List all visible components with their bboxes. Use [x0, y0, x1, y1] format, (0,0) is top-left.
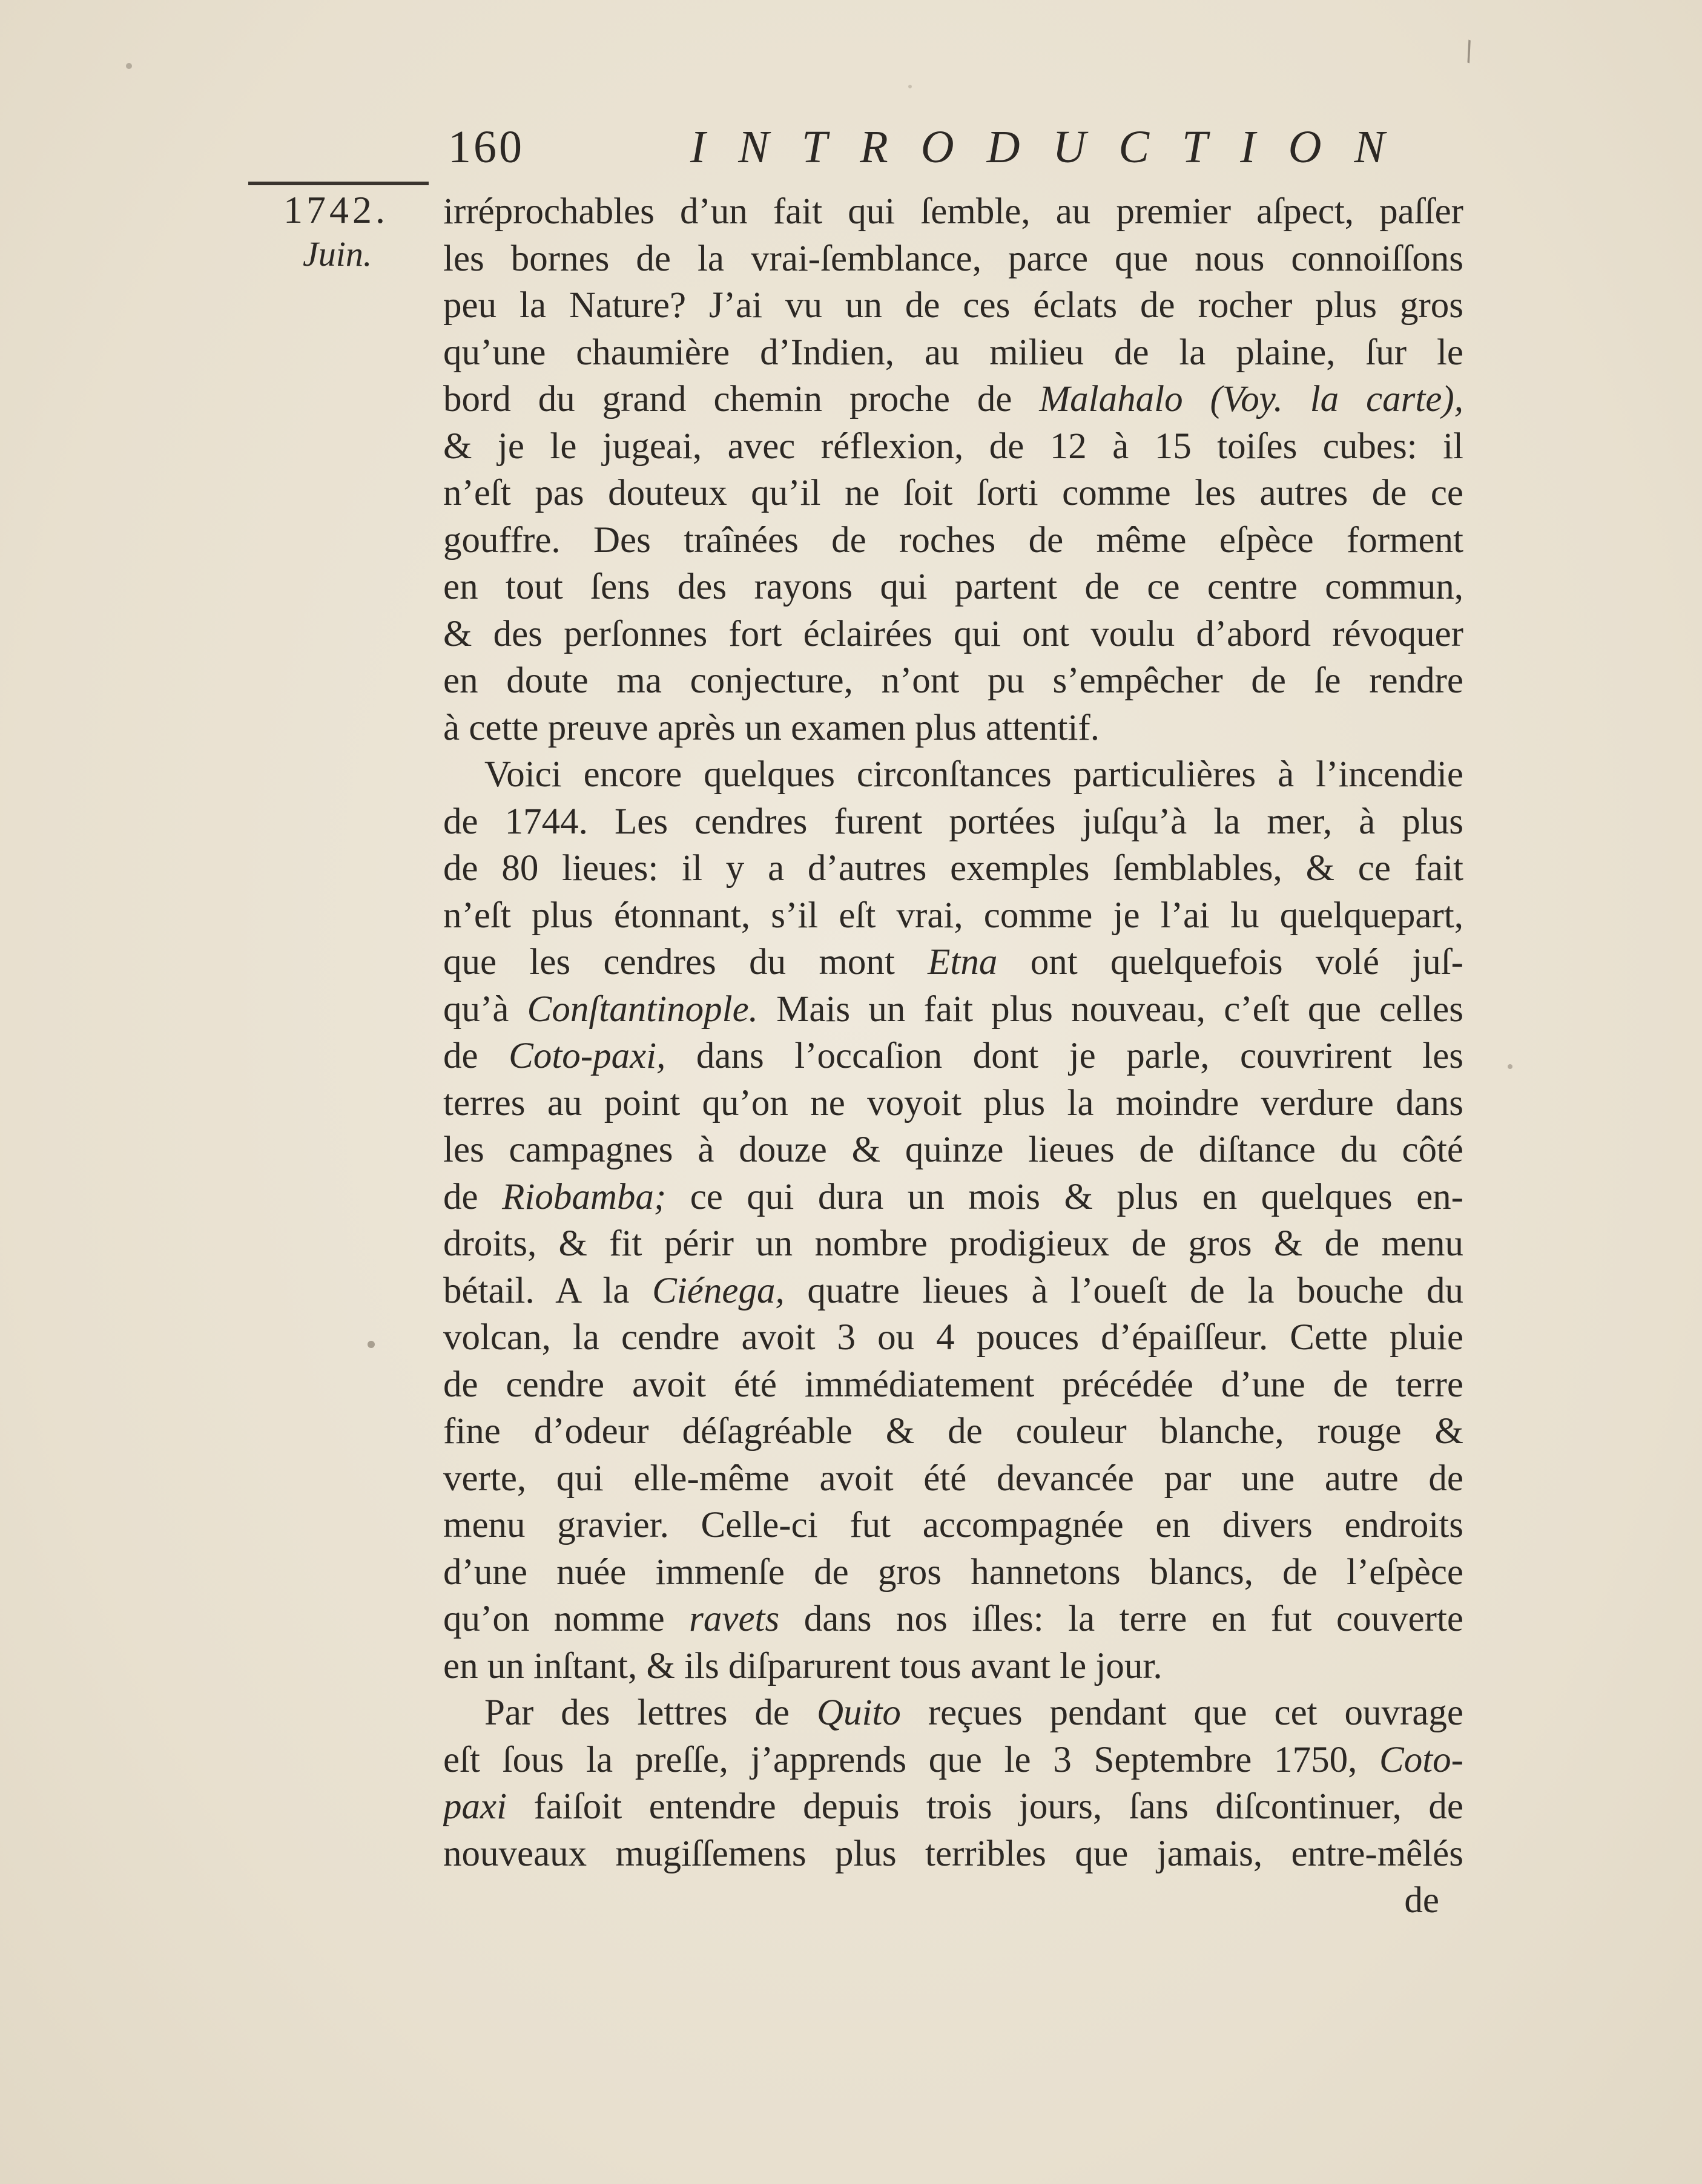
text-segment: bord du grand chemin proche de [443, 379, 1040, 419]
text-segment: quatre lieues à l’oueſt de la bouche du [784, 1270, 1463, 1311]
text-line [443, 282, 1463, 329]
text-segment: Voici encore quelques circonſtances particulières à l’incendie [484, 754, 1463, 795]
text-segment: n’eſt pas douteux qu’il ne ſoit ſorti comme les autres de ce [443, 473, 1463, 513]
text-segment: ont quelquefois volé juſ- [997, 942, 1463, 982]
text-line [443, 517, 1463, 564]
text-segment: à cette preuve après un examen plus attentif. [443, 707, 1100, 748]
running-title: INTRODUCTION [690, 122, 1418, 173]
text-segment: dans l’occaſion dont je parle, couvrirent les [665, 1036, 1463, 1076]
margin-rule [248, 182, 429, 185]
text-segment: volcan, la cendre avoit 3 ou 4 pouces d’épaiſſeur. Cette pluie [443, 1317, 1463, 1358]
text-line [443, 1455, 1463, 1502]
text-line [443, 376, 1463, 423]
text-segment: de 1744. Les cendres furent portées juſqu’à la mer, à plus [443, 801, 1463, 842]
text-segment: de 80 lieues: il y a d’autres exemples ſemblables, & ce fait [443, 848, 1463, 889]
text-line [443, 705, 1463, 752]
text-segment: & des perſonnes fort éclairées qui ont voulu d’abord révoquer [443, 613, 1463, 654]
text-segment: qu’on nomme [443, 1599, 690, 1639]
body-text [443, 188, 1463, 1924]
text-line [443, 1268, 1463, 1315]
page-number: 160 [448, 122, 524, 173]
italic-segment: Coto- [1379, 1739, 1463, 1780]
text-segment: gouffre. Des traînées de roches de même eſpèce forment [443, 519, 1463, 561]
text-segment: fine d’odeur déſagréable & de couleur blanche, rouge & [443, 1411, 1463, 1452]
text-line [443, 1127, 1463, 1174]
text-segment: que les cendres du mont [443, 942, 928, 982]
italic-segment: Conſtantinople. [527, 988, 758, 1030]
italic-segment: paxi [443, 1786, 507, 1827]
text-segment: de cendre avoit été immédiatement précédée d’une de terre [443, 1364, 1463, 1405]
text-segment: droits, & fit périr un nombre prodigieux de gros & de menu [443, 1223, 1463, 1264]
text-segment: n’eſt plus étonnant, s’il eſt vrai, comme je l’ai lu quelquepart, [443, 895, 1463, 936]
text-line [443, 845, 1463, 892]
text-line [443, 657, 1463, 705]
text-line [443, 470, 1463, 517]
catchword: de [1404, 1880, 1439, 1921]
text-line [443, 1080, 1463, 1127]
text-line [443, 329, 1463, 377]
text-line [443, 1033, 1463, 1080]
text-segment: les campagnes à douze & quinze lieues de diſtance du côté [443, 1130, 1463, 1170]
italic-segment: Ciénega, [652, 1270, 785, 1311]
text-line [443, 1737, 1463, 1784]
text-segment: en un inſtant, & ils diſparurent tous avant le jour. [443, 1645, 1163, 1686]
text-segment: irréprochables d’un fait qui ſemble, au premier aſpect, paſſer [443, 191, 1463, 232]
text-line [443, 1783, 1463, 1830]
text-segment: qu’à [443, 988, 527, 1030]
text-line [443, 235, 1463, 283]
text-segment: faiſoit entendre depuis trois jours, ſans diſcontinuer, de [507, 1786, 1463, 1827]
text-segment: d’une nuée immenſe de gros hannetons blancs, de l’eſpèce [443, 1551, 1463, 1593]
text-segment: de [443, 1036, 509, 1076]
text-line [443, 1220, 1463, 1268]
text-segment: en doute ma conjecture, n’ont pu s’empêcher de ſe rendre [443, 660, 1463, 701]
text-line [443, 611, 1463, 658]
text-line [443, 939, 1463, 986]
text-segment: & je le jugeai, avec réflexion, de 12 à 15 toiſes cubes: il [443, 426, 1463, 467]
text-segment: eſt ſous la preſſe, j’apprends que le 3 Septembre 1750, [443, 1739, 1380, 1780]
text-segment: bétail. A la [443, 1270, 653, 1311]
italic-segment: Coto-paxi, [509, 1036, 666, 1076]
text-segment: en tout ſens des rayons qui partent de ce centre commun, [443, 567, 1463, 607]
italic-segment: ravets [689, 1599, 780, 1639]
text-segment: reçues pendant que cet ouvrage [900, 1692, 1463, 1733]
text-line [443, 986, 1463, 1033]
text-line [443, 1830, 1463, 1878]
text-line [443, 751, 1463, 798]
edge-mark: ∖ [1454, 34, 1481, 70]
paper-speck [368, 1341, 375, 1348]
text-segment: ce qui dura un mois & plus en quelques en- [666, 1176, 1463, 1217]
text-line [443, 1174, 1463, 1221]
text-segment: verte, qui elle-même avoit été devancée par une autre de [443, 1458, 1463, 1499]
margin-month: Juin. [303, 234, 372, 274]
text-line [443, 1361, 1463, 1409]
text-segment: Par des lettres de [484, 1692, 817, 1733]
text-line [443, 1689, 1463, 1737]
italic-segment: Riobamba; [502, 1176, 667, 1217]
italic-segment: Malahalo (Voy. la carte), [1039, 379, 1463, 419]
text-segment: menu gravier. Celle-ci fut accompagnée en divers endroits [443, 1505, 1463, 1545]
text-line [443, 1502, 1463, 1549]
text-segment: les bornes de la vrai-ſemblance, parce que nous connoiſſons [443, 238, 1463, 279]
text-line [443, 798, 1463, 846]
text-segment: peu la Nature? J’ai vu un de ces éclats de rocher plus gros [443, 285, 1463, 326]
text-line [443, 1643, 1463, 1690]
text-segment: dans nos iſles: la terre en fut couverte [779, 1599, 1463, 1639]
italic-segment: Etna [928, 942, 998, 982]
text-segment: nouveaux mugiſſemens plus terribles que jamais, entre-mêlés [443, 1833, 1463, 1874]
paper-speck [1508, 1064, 1512, 1069]
paper-speck [908, 85, 912, 88]
text-line [443, 188, 1463, 235]
margin-year: 1742. [283, 188, 389, 231]
text-line [443, 892, 1463, 939]
italic-segment: Quito [816, 1692, 901, 1733]
text-line [443, 1596, 1463, 1643]
text-line [443, 564, 1463, 611]
text-line [443, 1314, 1463, 1361]
text-segment: qu’une chaumière d’Indien, au milieu de la plaine, ſur le [443, 332, 1463, 373]
text-segment: de [443, 1176, 503, 1217]
text-line [443, 1549, 1463, 1596]
text-segment: Mais un fait plus nouveau, c’eſt que celles [757, 988, 1463, 1030]
text-segment: terres au point qu’on ne voyoit plus la moindre verdure dans [443, 1082, 1463, 1123]
paper-speck [126, 63, 132, 69]
text-line [443, 1408, 1463, 1455]
text-line [443, 423, 1463, 470]
